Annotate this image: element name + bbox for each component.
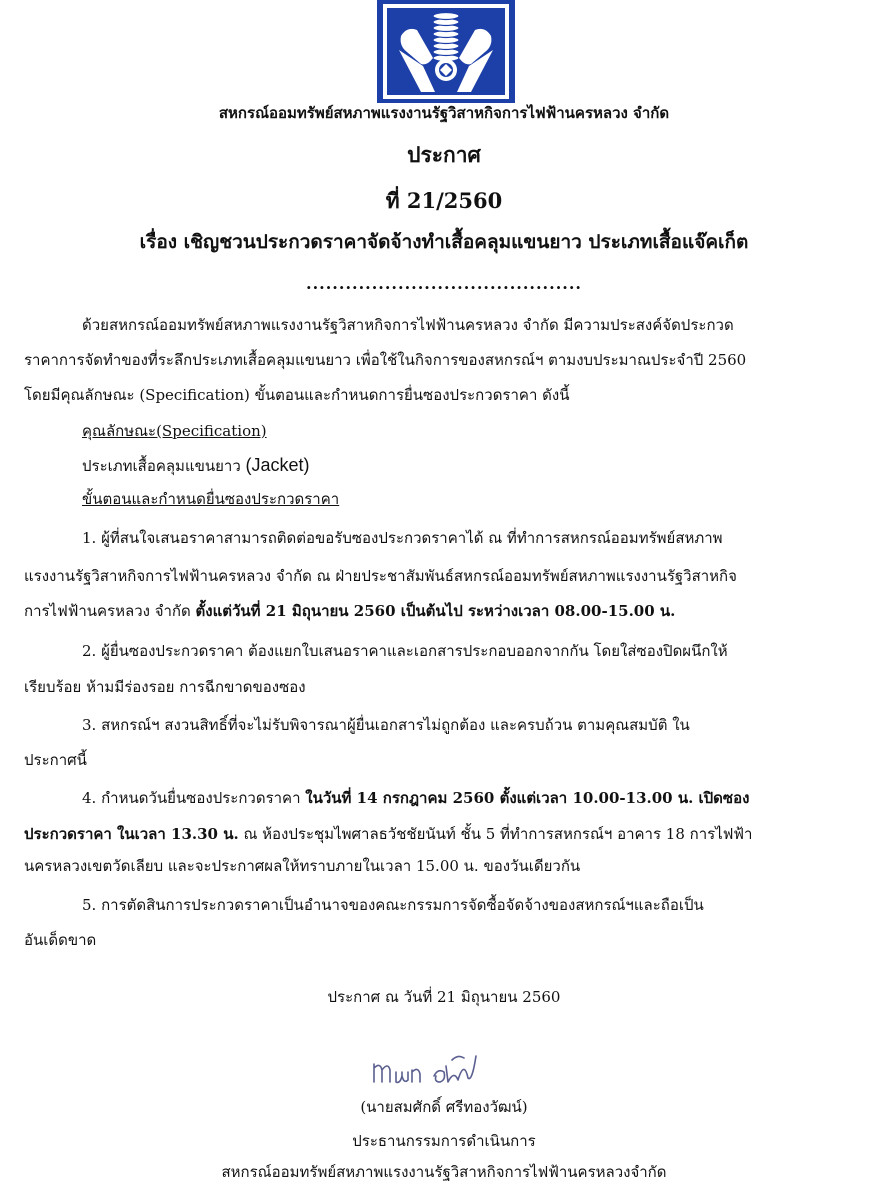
item5-line-1: 5. การตัดสินการประกวดราคาเป็นอำนาจของคณะกรรมการจัดซื้อจัดจ้างของสหกรณ์ฯและถือเป็น [82, 896, 704, 914]
steps-heading: ขั้นตอนและกำหนดยื่นซองประกวดราคา [82, 490, 340, 508]
item1-line-3 [24, 604, 675, 619]
item4-line-2-bold: ประกวดราคา ในเวลา 13.30 น. [24, 825, 239, 843]
item4-line-2-normal: ณ ห้องประชุมไพศาลธวัชชัยนันท์ ชั้น 5 ที่ทำการสหกรณ์ฯ อาคาร 18 การไฟฟ้า [238, 825, 753, 843]
title-separator: .......................................... [306, 274, 582, 293]
spec-item-en: (Jacket) [245, 455, 310, 475]
item1-line-3-bold: ตั้งแต่วันที่ 21 มิถุนายน 2560 เป็นต้นไป ระหว่างเวลา 08.00-15.00 น. [195, 602, 676, 620]
item3-line-1: 3. สหกรณ์ฯ สงวนสิทธิ์ที่จะไม่รับพิจารณาผู้ยื่นเอกสารไม่ถูกต้อง และครบถ้วน ตามคุณสมบัติ ใน [82, 716, 690, 734]
item4-line-1-bold: ในวันที่ 14 กรกฎาคม 2560 ตั้งแต่เวลา 10.00-13.00 น. เปิดซอง [305, 789, 750, 807]
signatory-name: (นายสมศักดิ์ ศรีทองวัฒน์) [360, 1098, 528, 1116]
announce-date: ประกาศ ณ วันที่ 21 มิถุนายน 2560 [327, 988, 561, 1006]
item2-line-1: 2. ผู้ยื่นซองประกวดราคา ต้องแยกใบเสนอราคาและเอกสารประกอบออกจากกัน โดยใส่ซองปิดผนึกให้ [82, 642, 728, 660]
cooperative-logo [377, 0, 515, 103]
intro-line-3: โดยมีคุณลักษณะ (Specification) ขั้นตอนและกำหนดการยื่นซองประกวดราคา ดังนี้ [24, 386, 570, 404]
announcement-title: ประกาศ [407, 142, 481, 167]
intro-line-2: ราคาการจัดทำของที่ระลึกประเภทเสื้อคลุมแขนยาว เพื่อใช้ในกิจการของสหกรณ์ฯ ตามงบประมาณประจำปี 2560 [24, 351, 747, 369]
item1-line-1: 1. ผู้ที่สนใจเสนอราคาสามารถติดต่อขอรับซองประกวดราคาได้ ณ ที่ทำการสหกรณ์ออมทรัพย์สหภาพ [82, 529, 723, 547]
item4-line-1-normal: 4. กำหนดวันยื่นซองประกวดราคา [82, 789, 306, 807]
announcement-number: ที่ 21/2560 [385, 188, 503, 213]
item2-line-2: เรียบร้อย ห้ามมีร่องรอย การฉีกขาดของซอง [24, 678, 306, 696]
item1-line-3-normal: การไฟฟ้านครหลวง จำกัด [24, 602, 196, 620]
item5-line-2: อันเด็ดขาด [24, 931, 97, 949]
signature-image [368, 1046, 492, 1092]
signatory-position: ประธานกรรมการดำเนินการ [352, 1132, 536, 1150]
item3-line-2: ประกาศนี้ [24, 751, 87, 769]
spec-item-text: ประเภทเสื้อคลุมแขนยาว [82, 457, 246, 475]
item4-line-2 [24, 827, 752, 842]
signatory-organization: สหกรณ์ออมทรัพย์สหภาพแรงงานรัฐวิสาหกิจการไฟฟ้านครหลวงจำกัด [221, 1163, 667, 1181]
spec-heading: คุณลักษณะ(Specification) [82, 422, 267, 440]
item4-line-1 [82, 791, 749, 806]
spec-item [82, 456, 310, 474]
org-header: สหกรณ์ออมทรัพย์สหภาพแรงงานรัฐวิสาหกิจการไฟฟ้านครหลวง จำกัด [218, 104, 670, 122]
announcement-subject: เรื่อง เชิญชวนประกวดราคาจัดจ้างทำเสื้อคลุมแขนยาว ประเภทเสื้อแจ๊คเก็ต [139, 231, 749, 253]
item1-line-2: แรงงานรัฐวิสาหกิจการไฟฟ้านครหลวง จำกัด ณ ฝ่ายประชาสัมพันธ์สหกรณ์ออมทรัพย์สหภาพแรงงานรัฐวิสาหกิจ [24, 567, 737, 585]
intro-line-1: ด้วยสหกรณ์ออมทรัพย์สหภาพแรงงานรัฐวิสาหกิจการไฟฟ้านครหลวง จำกัด มีความประสงค์จัดประกวด [82, 316, 734, 334]
item4-line-3: นครหลวงเขตวัดเลียบ และจะประกาศผลให้ทราบภายในเวลา 15.00 น. ของวันเดียวกัน [24, 857, 581, 875]
